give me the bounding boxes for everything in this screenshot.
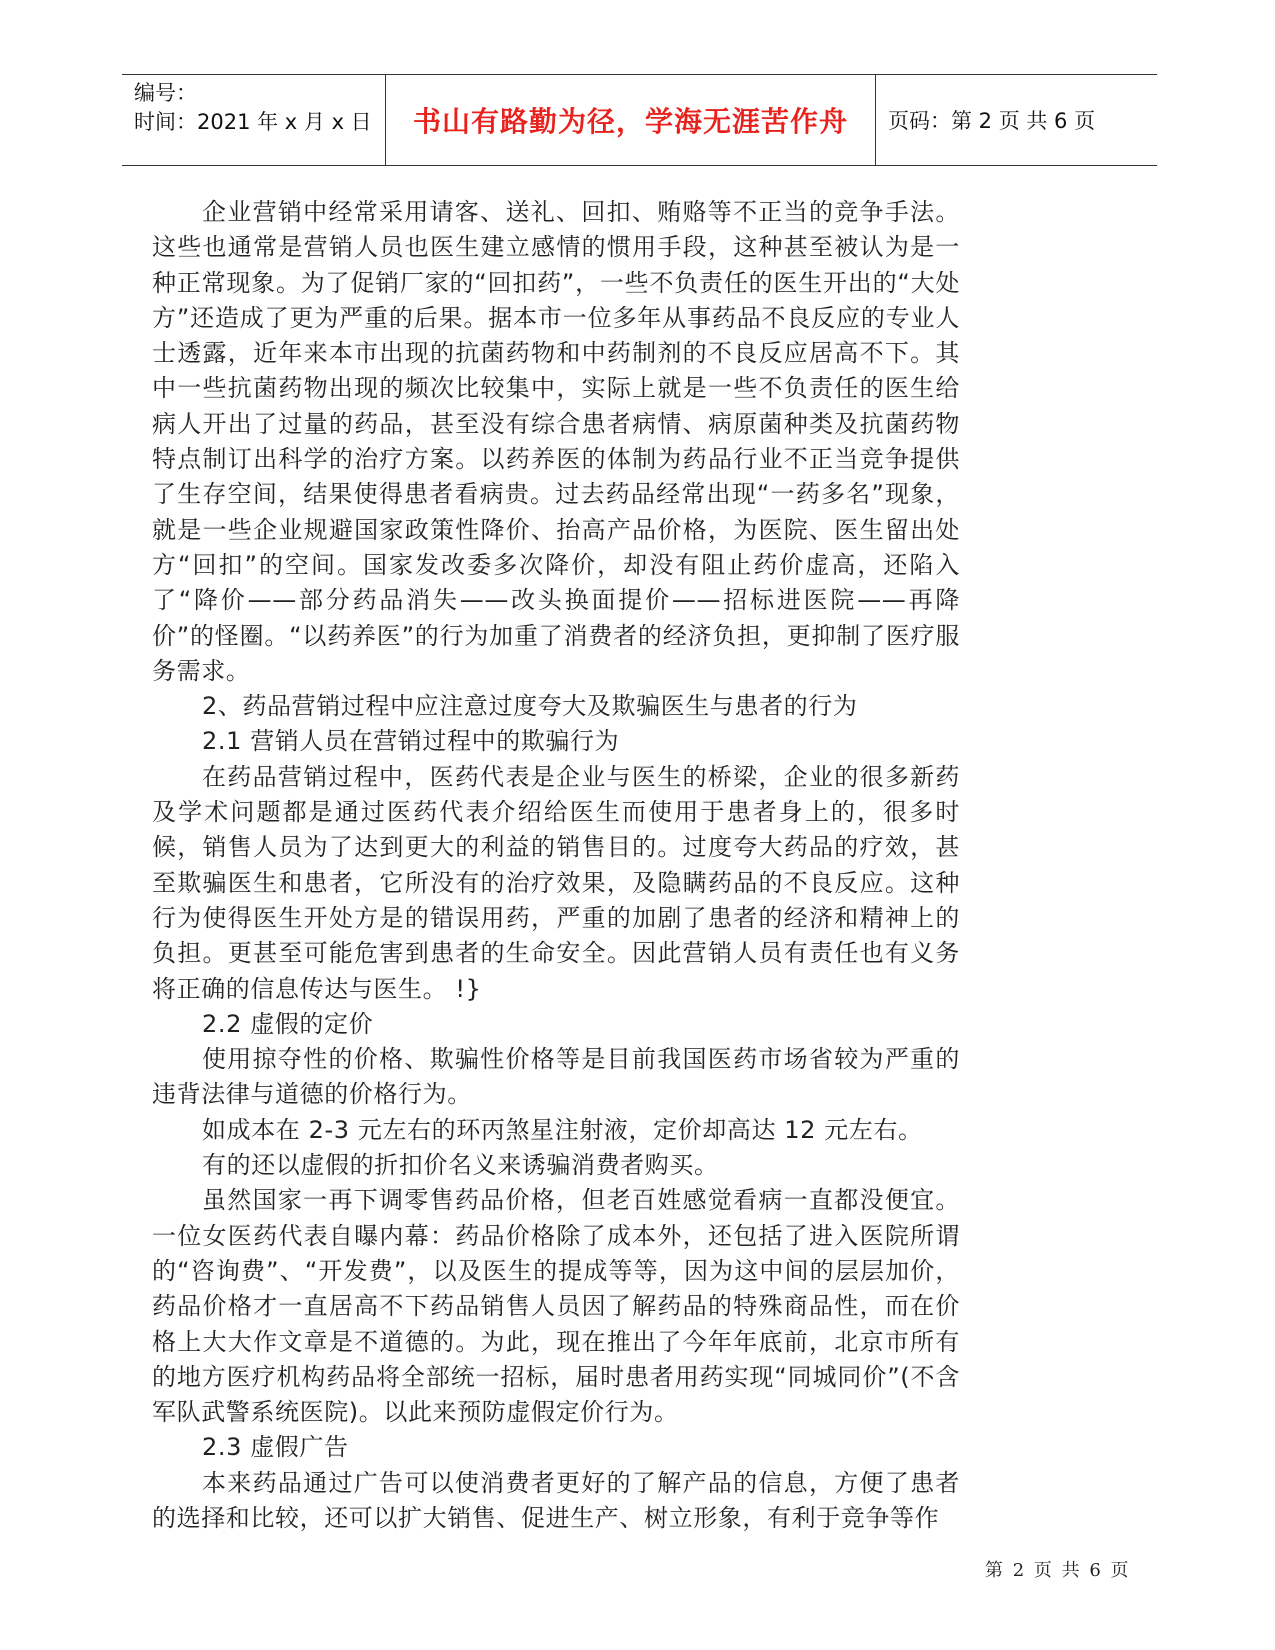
subsection-heading: 2.3 虚假广告 <box>202 1433 349 1462</box>
body-paragraph: 在药品营销过程中，医药代表是企业与医生的桥梁，企业的很多新药及学术问题都是通过医药代表介绍给医生而使用于患者身上的，很多时候，销售人员为了达到更大的利益的销售目的。过度夸大药品的疗效，甚至欺骗医生和患者，它所没有的治疗效果，及隐瞒药品的不良反应。这种行为使得医生开处方是的错误用药，严重的加剧了患者的经济和精神上的负担。更甚至可能危害到患者的生命安全。因此营销人员有责任也有义务将正确的信息传达与医生。 !} <box>152 762 960 1003</box>
document-number-label: 编号： <box>134 81 197 105</box>
body-paragraph: 有的还以虚假的折扣价名义来诱骗消费者购买。 <box>202 1151 719 1180</box>
subsection-heading: 2.2 虚假的定价 <box>202 1009 374 1038</box>
page-header <box>122 74 1157 166</box>
subsection-heading: 2.1 营销人员在营销过程中的欺骗行为 <box>202 727 620 756</box>
document-body <box>152 195 960 1536</box>
page-footer: 第 2 页 共 6 页 <box>985 1560 1129 1581</box>
body-paragraph: 使用掠夺性的价格、欺骗性价格等是目前我国医药市场省较为严重的违背法律与道德的价格行为。 <box>152 1045 960 1109</box>
body-paragraph: 本来药品通过广告可以使消费者更好的了解产品的信息，方便了患者的选择和比较，还可以扩大销售、促进生产、树立形象，有利于竞争等作 <box>152 1468 960 1532</box>
body-paragraph: 如成本在 2-3 元左右的环丙煞星注射液，定价却高达 12 元左右。 <box>202 1115 923 1144</box>
header-motto-cell <box>386 75 876 165</box>
body-paragraph: 虽然国家一再下调零售药品价格，但老百姓感觉看病一直都没便宜。一位女医药代表自曝内幕：药品价格除了成本外，还包括了进入医院所谓的“咨询费”、“开发费”，以及医生的提成等等，因为这中间的层层加价，药品价格才一直居高不下药品销售人员因了解药品的特殊商品性，而在价格上大大作文章是不道德的。为此，现在推出了今年年底前，北京市所有的地方医疗机构药品将全部统一招标，届时患者用药实现“同城同价”(不含军队武警系统医院)。以此来预防虚假定价行为。 <box>152 1186 960 1427</box>
header-motto: 书山有路勤为径，学海无涯苦作舟 <box>412 105 848 138</box>
header-page-info: 页码：第 2 页 共 6 页 <box>888 109 1096 133</box>
body-paragraph: 企业营销中经常采用请客、送礼、回扣、贿赂等不正当的竞争手法。这些也通常是营销人员也医生建立感情的惯用手段，这种甚至被认为是一种正常现象。为了促销厂家的“回扣药”，一些不负责任的医生开出的“大处方”还造成了更为严重的后果。据本市一位多年从事药品不良反应的专业人士透露，近年来本市出现的抗菌药物和中药制剂的不良反应居高不下。其中一些抗菌药物出现的频次比较集中，实际上就是一些不负责任的医生给病人开出了过量的药品，甚至没有综合患者病情、病原菌种类及抗菌药物特点制订出科学的治疗方案。以药养医的体制为药品行业不正当竞争提供了生存空间，结果使得患者看病贵。过去药品经常出现“一药多名”现象，就是一些企业规避国家政策性降价、抬高产品价格，为医院、医生留出处方“回扣”的空间。国家发改委多次降价，却没有阻止药价虚高，还陷入了“降价——部分药品消失——改头换面提价——招标进医院——再降价”的怪圈。“以药养医”的行为加重了消费者的经济负担，更抑制了医疗服务需求。 <box>152 198 960 685</box>
section-heading: 2、药品营销过程中应注意过度夸大及欺骗医生与患者的行为 <box>202 692 858 721</box>
document-time: 时间：2021 年 x 月 x 日 <box>134 110 372 134</box>
header-meta <box>122 75 386 165</box>
